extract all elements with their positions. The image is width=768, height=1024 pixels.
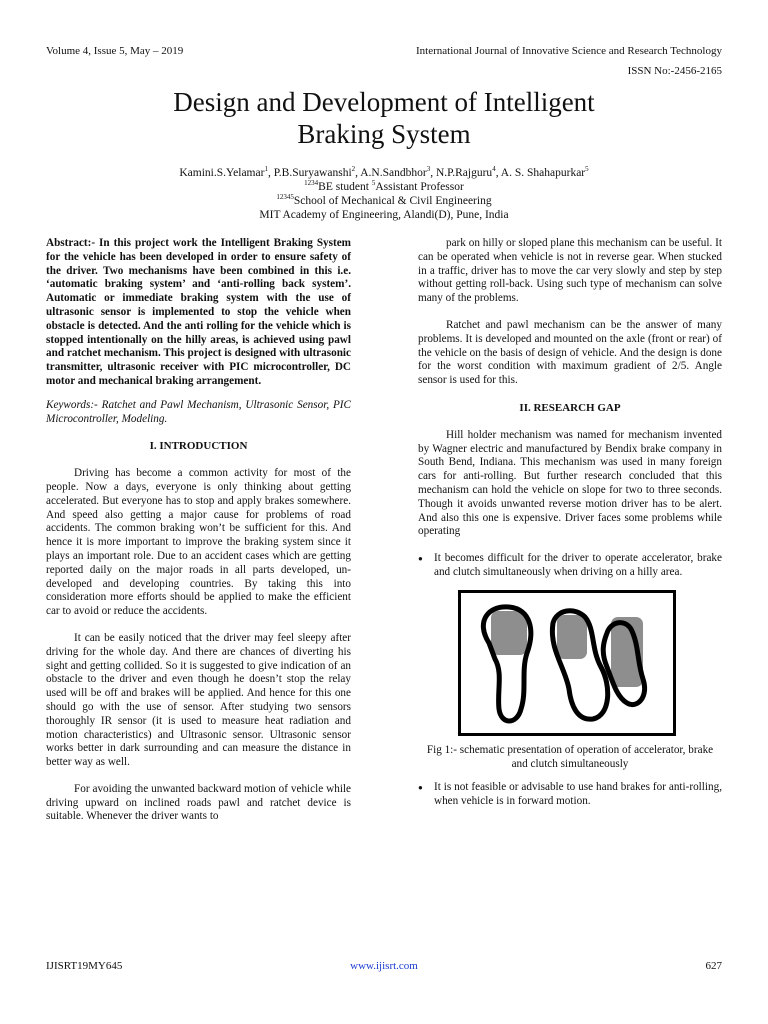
section-heading-research-gap: II. RESEARCH GAP xyxy=(519,401,621,414)
footer-website-link[interactable]: www.ijisrt.com xyxy=(350,960,418,972)
author-roles: $^{1234}$BE student $^5$Assistant Professor xyxy=(304,179,464,193)
keywords: Keywords:- Ratchet and Pawl Mechanism, Ultrasonic Sensor, PIC Microcontroller, Modeling. xyxy=(46,398,351,425)
accelerator-pedal-shape xyxy=(491,611,527,655)
pedal-figure xyxy=(458,590,676,736)
bullet-item: ● It becomes difficult for the driver to operate accelerator, brake and clutch simultaneously when driving on a hilly area. xyxy=(418,552,722,580)
header-issn: ISSN No:-2456-2165 xyxy=(627,65,722,77)
header-journal: International Journal of Innovative Science and Research Technology xyxy=(415,45,722,57)
title-line-1: Design and Development of Intelligent xyxy=(173,87,595,117)
author-list: Kamini.S.Yelamar$^1$, P.B.Suryawanshi$^2$, A.N.Sandbhor$^3$, N.P.Rajguru$^4$, A. S. Shahapurkar$^5$ xyxy=(179,165,589,179)
research-gap-paragraph: Hill holder mechanism was named for mechanism invented by Wagner electric and manufactured by Bendix brake company in South Bend, Indiana. This mechanism was used in many foreign cars for anti-rolling. But further research concluded that this mechanism can hold the vehicle on slope for two to three seconds. Though it avoids unwanted reverse motion driver has to be alert. And also this one is expensive. Driver faces some problems while operating xyxy=(418,428,722,538)
pedals-footprint-illustration xyxy=(461,593,673,733)
brake-pedal-shape xyxy=(557,615,587,659)
section-heading-introduction: I. INTRODUCTION xyxy=(149,440,248,453)
bullet-list-2 xyxy=(418,781,722,809)
abstract: Abstract:- In this project work the Intelligent Braking System for the vehicle has been developed in order to ensure safety of the driver. Two mechanisms have been combined in this i.e. ‘automatic braking system’ and ‘anti-rolling back system’. Automatic or immediate braking system with the use of ultrasonic sensor is implemented to stop the vehicle when obstacle is detected. And the anti rolling for the vehicle which is stopped intentionally on the hilly areas, is achieved using pawl and ratchet mechanism. This project is designed with ultrasonic transmitter, ultrasonic receiver with PIC microcontroller, DC motor and mechanical braking arrangement. xyxy=(46,237,351,387)
author-block xyxy=(0,166,768,222)
header-volume: Volume 4, Issue 5, May – 2019 xyxy=(46,45,184,57)
body-paragraph-2: Ratchet and pawl mechanism can be the answer of many problems. It is developed and mounted on the axle (front or rear) of the vehicle on the basis of design of vehicle. And the design is done for the worst condition with maximum gradient of 2/5. Angle sensor is used for this. xyxy=(418,318,722,387)
body-paragraph-1: park on hilly or sloped plane this mechanism can be useful. It can be operated when vehicle is not in reverse gear. When stucked in a traffic, driver has to move the car very slowly and step by step without getting roll-back. Using such type of mechanism can solve many of the problems. xyxy=(418,237,722,305)
author-academy: MIT Academy of Engineering, Alandi(D), Pune, India xyxy=(259,209,509,221)
footer-page-number: 627 xyxy=(705,960,722,972)
footer-paper-code: IJISRT19MY645 xyxy=(46,960,123,972)
bullet-item: ● It is not feasible or advisable to use hand brakes for anti-rolling, when vehicle is in forward motion. xyxy=(418,781,722,809)
intro-paragraph-1: Driving has become a common activity for most of the people. Now a days, everyone is only thinking about getting accelerated. But everyone has to stop and apply brakes somewhere. And speed also getting a major cause for problems of road accidents. The common braking won’t be sufficient for this. And hence it is more important to improve the braking system since it plays an important role. Due to an accident cases which are getting reported daily on the major roads in all parts developed, un-developed and developing countries. By taking this into consideration more efforts should be applied to make the efficient car to avoid or reduce the accidents. xyxy=(46,467,351,618)
intro-paragraph-2: It can be easily noticed that the driver may feel sleepy after driving for the whole day. And there are chances of diverting his sight and getting collided. So it is suggested to give indication of an obstacle to the driver and even though he doesn’t stop the relay used will be off and brakes will be applied. And hence for this one should go with the use of sensor. After studying two sensors thoroughly IR sensor (it is used to measure heat radiation and motion characteristics) and Ultrasonic sensor. Ultrasonic sensor works better in dark surrounding and can measure the distance in better way as well. xyxy=(46,631,351,769)
bullet-list-1 xyxy=(418,552,722,580)
title-line-2: Braking System xyxy=(297,119,471,149)
right-column xyxy=(418,237,722,819)
figure-caption: Fig 1:- schematic presentation of operation of accelerator, brake and clutch simultaneously xyxy=(426,743,714,770)
left-column xyxy=(46,237,351,837)
intro-paragraph-3: For avoiding the unwanted backward motion of vehicle while driving upward on inclined roads pawl and ratchet device is suitable. Whenever the driver wants to xyxy=(46,782,351,823)
paper-title xyxy=(0,86,768,150)
author-school: $^{12345}$School of Mechanical & Civil Engineering xyxy=(276,193,492,207)
